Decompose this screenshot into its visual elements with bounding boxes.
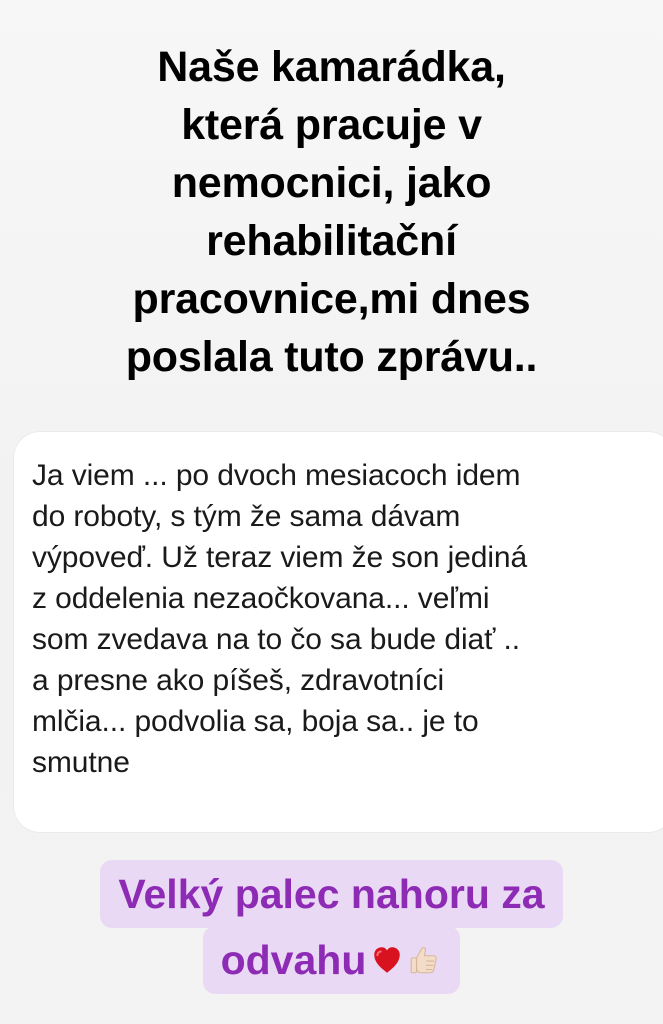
headline-line: rehabilitační bbox=[206, 217, 457, 265]
message-line: z oddelenia nezaočkovana... veľmi bbox=[32, 582, 490, 615]
caption-line-1: Velký palec nahoru za bbox=[100, 860, 562, 928]
message-line: výpoveď. Už teraz viem že son jediná bbox=[32, 541, 528, 574]
story-headline bbox=[0, 38, 663, 386]
message-line: mlčia... podvolia sa, boja sa.. je to bbox=[32, 705, 479, 738]
message-line: a presne ako píšeš, zdravotníci bbox=[32, 664, 445, 697]
caption-line-2 bbox=[203, 926, 461, 994]
message-line: som zvedava na to čo sa bude diať .. bbox=[32, 623, 520, 656]
message-line: Ja viem ... po dvoch mesiacoch idem bbox=[32, 459, 521, 492]
red-heart-icon bbox=[370, 943, 404, 977]
headline-line: poslala tuto zprávu.. bbox=[125, 333, 538, 381]
caption-line-2-text: odvahu bbox=[220, 937, 367, 983]
headline-line: nemocnici, jako bbox=[171, 159, 492, 207]
thumbs-up-icon bbox=[408, 943, 442, 977]
headline-line: která pracuje v bbox=[181, 101, 482, 149]
headline-line: pracovnice,mi dnes bbox=[132, 275, 531, 323]
message-line: smutne bbox=[32, 746, 130, 779]
message-text bbox=[32, 455, 652, 783]
headline-line: Naše kamarádka, bbox=[157, 43, 506, 91]
story-caption bbox=[0, 860, 663, 994]
message-line: do roboty, s tým že sama dávam bbox=[32, 500, 461, 533]
caption-block bbox=[100, 860, 562, 994]
